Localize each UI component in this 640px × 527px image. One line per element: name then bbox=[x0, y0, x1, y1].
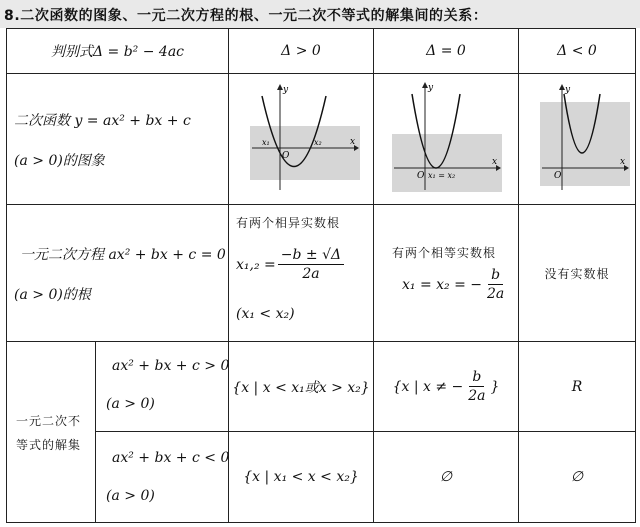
root-order-condition: (x₁ < x₂) bbox=[236, 306, 295, 322]
graph-no-roots bbox=[540, 82, 630, 194]
section-title: 8.二次函数的图象、一元二次方程的根、一元二次不等式的解集间的关系： bbox=[4, 8, 488, 24]
axis-x-label: x bbox=[620, 157, 626, 167]
ineq-less-double-root-set: ∅ bbox=[439, 469, 453, 485]
ineq-less-condition: (a > 0) bbox=[106, 488, 155, 504]
header-delta-zero: Δ = 0 bbox=[426, 43, 466, 59]
ineq-less-two-roots-set: {x | x₁ < x < x₂} bbox=[243, 469, 359, 485]
axis-x-label: x bbox=[492, 157, 498, 167]
axis-x-label: x bbox=[350, 137, 356, 147]
ineq-greater-double-root-set: {x | x ≠ − $\frac{b}{2a}$ } bbox=[392, 369, 500, 404]
ineq-greater-double-root-fraction: $\frac{b}{2a}$ bbox=[468, 369, 486, 404]
ineq-greater-two-roots-set: {x | x < x₁或x > x₂} bbox=[232, 379, 370, 396]
ineq-greater-no-roots-set: R bbox=[571, 378, 583, 395]
ineq-greater-condition: (a > 0) bbox=[106, 396, 155, 412]
double-root-formula: x₁ = x₂ = − $\frac{b}{2a}$ bbox=[402, 266, 509, 303]
quadratic-formula: x₁,₂ = $\frac{-b \pm √\Delta}{2a}$ bbox=[236, 246, 346, 283]
origin-label: O bbox=[282, 151, 290, 161]
formula-fraction: $\frac{-b \pm √\Delta}{2a}$ bbox=[278, 246, 344, 283]
header-discriminant: 判别式Δ = b² − 4ac bbox=[50, 44, 185, 60]
header-delta-positive: Δ > 0 bbox=[281, 43, 321, 59]
ineq-less-expression: ax² + bx + c < 0 bbox=[112, 450, 230, 466]
two-distinct-roots-text: 有两个相异实数根 bbox=[236, 216, 341, 230]
ineq-row-label-line2: 等式的解集 bbox=[16, 438, 82, 452]
double-root-label: x₁ = x₂ bbox=[428, 171, 456, 180]
origin-label: O bbox=[417, 171, 425, 181]
axis-y-label: y bbox=[565, 85, 571, 95]
header-delta-negative: Δ < 0 bbox=[557, 43, 597, 59]
graph-row-label-line2: (a > 0)的图象 bbox=[14, 153, 105, 169]
two-equal-roots-text: 有两个相等实数根 bbox=[392, 246, 497, 260]
roots-row-label-line2: (a > 0)的根 bbox=[14, 287, 91, 303]
double-root-fraction: $\frac{b}{2a}$ bbox=[487, 267, 505, 302]
origin-label: O bbox=[554, 171, 562, 181]
ineq-greater-expression: ax² + bx + c > 0 bbox=[112, 358, 230, 374]
graph-two-roots bbox=[250, 82, 360, 194]
ineq-row-label-line1: 一元二次不 bbox=[16, 414, 82, 428]
axis-y-label: y bbox=[283, 85, 289, 95]
no-real-roots-text: 没有实数根 bbox=[544, 266, 610, 281]
ineq-less-no-roots-set: ∅ bbox=[570, 469, 584, 485]
graph-double-root bbox=[392, 80, 502, 194]
root-x1-label: x₁ bbox=[262, 138, 270, 147]
root-x2-label: x₂ bbox=[314, 138, 322, 147]
graph-row-label-line1: 二次函数 y = ax² + bx + c bbox=[14, 113, 191, 129]
axis-y-label: y bbox=[428, 83, 434, 93]
roots-row-label-line1: 一元二次方程 ax² + bx + c = 0 bbox=[20, 247, 226, 263]
